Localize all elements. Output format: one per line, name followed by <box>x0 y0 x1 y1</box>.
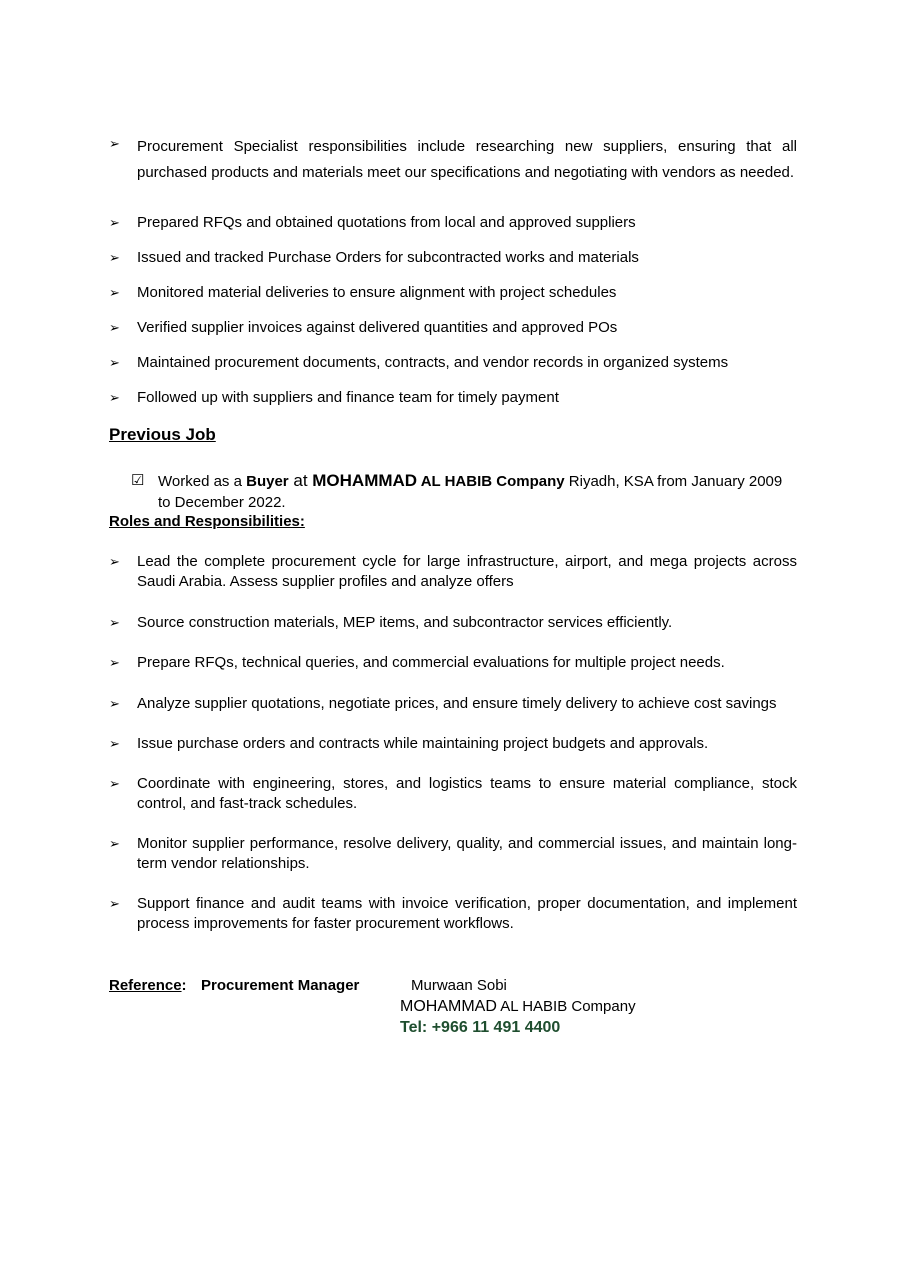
list-item <box>109 834 797 874</box>
reference-label: Reference: <box>109 977 187 994</box>
arrowhead-bullet-icon: ➢ <box>109 136 120 151</box>
arrowhead-bullet-icon: ➢ <box>109 655 120 670</box>
list-item <box>109 894 797 934</box>
job-company-rest: AL HABIB Company <box>417 473 565 490</box>
list-item-text: Monitored material deliveries to ensure alignment with project schedules <box>137 284 617 301</box>
arrowhead-bullet-icon: ➢ <box>109 320 120 335</box>
arrowhead-bullet-icon: ➢ <box>109 776 120 791</box>
list-item-text: Verified supplier invoices against delivered quantities and approved POs <box>137 319 618 336</box>
list-item <box>109 613 797 633</box>
arrowhead-bullet-icon: ➢ <box>109 736 120 751</box>
arrowhead-bullet-icon: ➢ <box>109 390 120 405</box>
previous-job-text <box>158 470 797 513</box>
list-item <box>109 134 797 186</box>
job-prefix: Worked as a <box>158 473 247 490</box>
arrowhead-bullet-icon: ➢ <box>109 554 120 569</box>
list-item-text: Followed up with suppliers and finance team for timely payment <box>137 389 559 406</box>
reference-title: Procurement Manager <box>201 977 360 994</box>
list-item <box>109 248 797 268</box>
list-item <box>109 552 797 592</box>
job-location-dates: Riyadh, KSA from January 2009 to December 2022. <box>158 473 783 511</box>
job-role: Buyer <box>246 473 289 490</box>
list-item-text: Procurement Specialist responsibilities include researching new suppliers, ensuring that all purchased products and materials meet our specifications and negotiating with vendors as needed. <box>137 138 797 181</box>
arrowhead-bullet-icon: ➢ <box>109 250 120 265</box>
list-item <box>109 694 797 714</box>
list-item-text: Lead the complete procurement cycle for large infrastructure, airport, and mega projects across Saudi Arabia. Assess supplier profiles and analyze offers <box>137 553 797 590</box>
list-item <box>109 283 797 303</box>
list-item-text: Coordinate with engineering, stores, and logistics teams to ensure material compliance, stock control, and fast-track schedules. <box>137 775 797 812</box>
list-item <box>109 388 797 408</box>
arrowhead-bullet-icon: ➢ <box>109 836 120 851</box>
list-item <box>109 653 797 673</box>
list-item-text: Analyze supplier quotations, negotiate prices, and ensure timely delivery to achieve cost savings <box>137 695 777 712</box>
section-heading-previous-job: Previous Job <box>109 425 216 444</box>
roles-heading: Roles and Responsibilities: <box>109 513 305 530</box>
list-item-text: Prepared RFQs and obtained quotations from local and approved suppliers <box>137 214 636 231</box>
list-item-text: Issue purchase orders and contracts while maintaining project budgets and approvals. <box>137 735 709 752</box>
list-item <box>109 353 797 373</box>
reference-phone: Tel: +966 11 491 4400 <box>400 1019 561 1036</box>
list-item <box>109 734 797 754</box>
arrowhead-bullet-icon: ➢ <box>109 615 120 630</box>
arrowhead-bullet-icon: ➢ <box>109 896 120 911</box>
list-item <box>109 213 797 233</box>
list-item-text: Support finance and audit teams with invoice verification, proper documentation, and implement process improvements for faster procurement workflows. <box>137 895 797 932</box>
arrowhead-bullet-icon: ➢ <box>109 215 120 230</box>
reference-company: MOHAMMAD AL HABIB Company <box>400 998 636 1015</box>
reference-block <box>109 975 636 1036</box>
job-at: at <box>288 471 313 490</box>
arrowhead-bullet-icon: ➢ <box>109 355 120 370</box>
arrowhead-bullet-icon: ➢ <box>109 285 120 300</box>
list-item-text: Prepare RFQs, technical queries, and commercial evaluations for multiple project needs. <box>137 654 725 671</box>
checkbox-checked-icon: ☑ <box>131 472 145 489</box>
previous-job-entry <box>131 470 797 513</box>
list-item-text: Monitor supplier performance, resolve delivery, quality, and commercial issues, and maintain long-term vendor relationships. <box>137 835 797 872</box>
list-item-text: Issued and tracked Purchase Orders for subcontracted works and materials <box>137 249 639 266</box>
list-item <box>109 774 797 814</box>
arrowhead-bullet-icon: ➢ <box>109 696 120 711</box>
reference-name: Murwaan Sobi <box>411 977 507 994</box>
job-company-main: MOHAMMAD <box>312 471 418 490</box>
list-item-text: Maintained procurement documents, contracts, and vendor records in organized systems <box>137 354 729 371</box>
list-item <box>109 318 797 338</box>
list-item-text: Source construction materials, MEP items, and subcontractor services efficiently. <box>137 614 673 631</box>
